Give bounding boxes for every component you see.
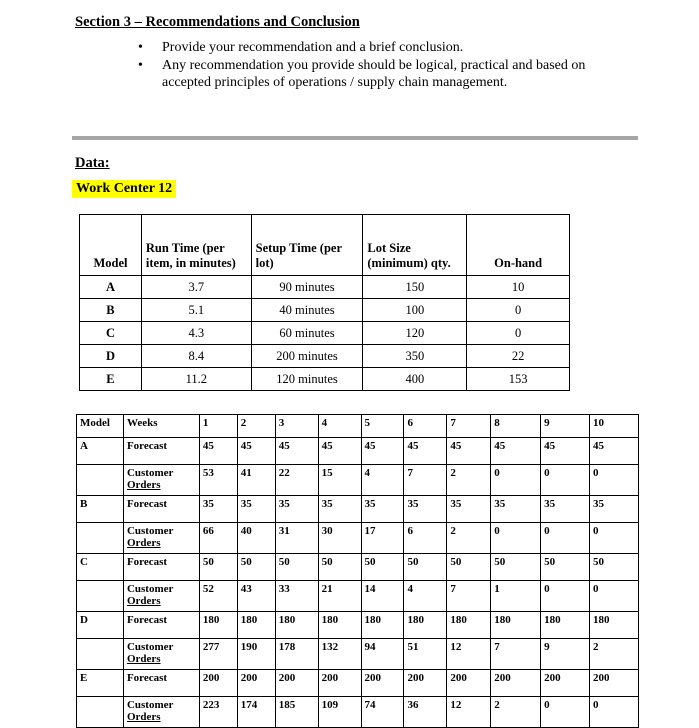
bullet-icon: • bbox=[138, 40, 143, 55]
table-cell: 100 bbox=[363, 299, 467, 322]
forecast-value: 200 bbox=[491, 670, 541, 697]
forecast-value: 45 bbox=[404, 438, 447, 465]
forecast-value: 180 bbox=[199, 612, 237, 639]
section-divider bbox=[72, 136, 638, 140]
order-value: 31 bbox=[275, 523, 318, 554]
order-value: 12 bbox=[447, 639, 491, 670]
order-value: 41 bbox=[237, 465, 275, 496]
order-value: 4 bbox=[361, 465, 404, 496]
week-number: 2 bbox=[237, 415, 275, 438]
forecast-value: 50 bbox=[199, 554, 237, 581]
table-header-row bbox=[80, 215, 570, 276]
forecast-value: 45 bbox=[275, 438, 318, 465]
forecast-value: 200 bbox=[318, 670, 361, 697]
forecast-value: 180 bbox=[275, 612, 318, 639]
instruction-list bbox=[138, 39, 608, 92]
row-label: Customer Orders bbox=[123, 523, 199, 554]
forecast-row bbox=[77, 612, 639, 639]
forecast-value: 200 bbox=[361, 670, 404, 697]
order-value: 2 bbox=[447, 465, 491, 496]
column-header: On-hand bbox=[467, 215, 570, 276]
forecast-value: 50 bbox=[275, 554, 318, 581]
forecast-value: 50 bbox=[590, 554, 639, 581]
row-label: Forecast bbox=[123, 496, 199, 523]
table-cell: 120 minutes bbox=[251, 368, 363, 391]
order-value: 0 bbox=[541, 581, 590, 612]
order-value: 178 bbox=[275, 639, 318, 670]
order-value: 94 bbox=[361, 639, 404, 670]
column-header: Run Time (per item, in minutes) bbox=[141, 215, 251, 276]
order-value: 0 bbox=[541, 523, 590, 554]
table-cell: 150 bbox=[363, 276, 467, 299]
table-cell: 350 bbox=[363, 345, 467, 368]
model-cell: B bbox=[77, 496, 124, 523]
order-value: 2 bbox=[590, 639, 639, 670]
order-value: 0 bbox=[491, 465, 541, 496]
forecast-value: 200 bbox=[590, 670, 639, 697]
forecast-value: 200 bbox=[541, 670, 590, 697]
order-value: 2 bbox=[491, 697, 541, 728]
row-label: Forecast bbox=[123, 438, 199, 465]
work-center-label: Work Center 12 bbox=[72, 180, 176, 198]
model-cell-empty bbox=[77, 465, 124, 496]
model-cell: C bbox=[80, 322, 142, 345]
table-cell: 4.3 bbox=[141, 322, 251, 345]
row-label: Forecast bbox=[123, 554, 199, 581]
table-cell: 0 bbox=[467, 299, 570, 322]
data-heading: Data: bbox=[75, 155, 110, 171]
order-value: 1 bbox=[491, 581, 541, 612]
order-value: 0 bbox=[541, 465, 590, 496]
table-cell: 8.4 bbox=[141, 345, 251, 368]
table-cell: 10 bbox=[467, 276, 570, 299]
forecast-value: 35 bbox=[275, 496, 318, 523]
order-value: 190 bbox=[237, 639, 275, 670]
forecast-value: 35 bbox=[541, 496, 590, 523]
order-value: 277 bbox=[199, 639, 237, 670]
order-value: 53 bbox=[199, 465, 237, 496]
forecast-value: 35 bbox=[491, 496, 541, 523]
row-label: Forecast bbox=[123, 670, 199, 697]
model-cell: E bbox=[80, 368, 142, 391]
model-cell: A bbox=[80, 276, 142, 299]
order-value: 174 bbox=[237, 697, 275, 728]
order-value: 51 bbox=[404, 639, 447, 670]
order-value: 7 bbox=[447, 581, 491, 612]
forecast-value: 50 bbox=[318, 554, 361, 581]
week-number: 5 bbox=[361, 415, 404, 438]
forecast-value: 45 bbox=[447, 438, 491, 465]
forecast-value: 50 bbox=[361, 554, 404, 581]
model-cell: A bbox=[77, 438, 124, 465]
forecast-value: 180 bbox=[237, 612, 275, 639]
model-cell: B bbox=[80, 299, 142, 322]
column-header: Model bbox=[80, 215, 142, 276]
forecast-value: 200 bbox=[199, 670, 237, 697]
forecast-value: 200 bbox=[237, 670, 275, 697]
model-cell-empty bbox=[77, 639, 124, 670]
table-cell: 200 minutes bbox=[251, 345, 363, 368]
order-value: 4 bbox=[404, 581, 447, 612]
table-cell: 0 bbox=[467, 322, 570, 345]
instruction-item: • Any recommendation you provide should be logical, practical and based on accepted principles of operations / supply chain management. bbox=[138, 58, 586, 90]
week-number: 10 bbox=[590, 415, 639, 438]
order-value: 0 bbox=[590, 465, 639, 496]
forecast-value: 35 bbox=[447, 496, 491, 523]
forecast-value: 180 bbox=[318, 612, 361, 639]
forecast-value: 50 bbox=[447, 554, 491, 581]
week-number: 4 bbox=[318, 415, 361, 438]
table-row bbox=[80, 299, 570, 322]
column-header: Lot Size (minimum) qty. bbox=[363, 215, 467, 276]
forecast-value: 180 bbox=[404, 612, 447, 639]
demand-table bbox=[76, 414, 639, 728]
order-value: 0 bbox=[590, 697, 639, 728]
forecast-value: 180 bbox=[447, 612, 491, 639]
order-value: 43 bbox=[237, 581, 275, 612]
order-value: 21 bbox=[318, 581, 361, 612]
row-label: Customer Orders bbox=[123, 581, 199, 612]
weeks-header: Weeks bbox=[123, 415, 199, 438]
order-value: 7 bbox=[491, 639, 541, 670]
row-label: Customer Orders bbox=[123, 465, 199, 496]
model-cell: D bbox=[77, 612, 124, 639]
order-value: 74 bbox=[361, 697, 404, 728]
section-title: Section 3 – Recommendations and Conclusion bbox=[75, 14, 360, 30]
week-number: 8 bbox=[491, 415, 541, 438]
forecast-value: 45 bbox=[541, 438, 590, 465]
week-number: 6 bbox=[404, 415, 447, 438]
order-value: 0 bbox=[491, 523, 541, 554]
table-cell: 40 minutes bbox=[251, 299, 363, 322]
forecast-value: 35 bbox=[237, 496, 275, 523]
table-cell: 90 minutes bbox=[251, 276, 363, 299]
order-value: 2 bbox=[447, 523, 491, 554]
order-value: 109 bbox=[318, 697, 361, 728]
order-value: 66 bbox=[199, 523, 237, 554]
table-row bbox=[80, 276, 570, 299]
model-cell: C bbox=[77, 554, 124, 581]
order-value: 132 bbox=[318, 639, 361, 670]
order-value: 12 bbox=[447, 697, 491, 728]
column-header: Setup Time (per lot) bbox=[251, 215, 363, 276]
forecast-value: 180 bbox=[541, 612, 590, 639]
order-value: 40 bbox=[237, 523, 275, 554]
week-number: 3 bbox=[275, 415, 318, 438]
row-label: Customer Orders bbox=[123, 697, 199, 728]
order-value: 6 bbox=[404, 523, 447, 554]
order-value: 223 bbox=[199, 697, 237, 728]
customer-orders-row bbox=[77, 523, 639, 554]
model-cell-empty bbox=[77, 581, 124, 612]
forecast-value: 200 bbox=[447, 670, 491, 697]
order-value: 15 bbox=[318, 465, 361, 496]
model-cell-empty bbox=[77, 697, 124, 728]
forecast-value: 35 bbox=[404, 496, 447, 523]
model-cell: E bbox=[77, 670, 124, 697]
table-cell: 120 bbox=[363, 322, 467, 345]
customer-orders-row bbox=[77, 697, 639, 728]
table-cell: 400 bbox=[363, 368, 467, 391]
table-cell: 5.1 bbox=[141, 299, 251, 322]
order-value: 36 bbox=[404, 697, 447, 728]
forecast-value: 45 bbox=[199, 438, 237, 465]
forecast-value: 35 bbox=[361, 496, 404, 523]
forecast-value: 45 bbox=[590, 438, 639, 465]
table-cell: 60 minutes bbox=[251, 322, 363, 345]
table-cell: 3.7 bbox=[141, 276, 251, 299]
forecast-value: 35 bbox=[199, 496, 237, 523]
forecast-value: 200 bbox=[404, 670, 447, 697]
forecast-row bbox=[77, 496, 639, 523]
forecast-value: 35 bbox=[590, 496, 639, 523]
row-label: Forecast bbox=[123, 612, 199, 639]
customer-orders-row bbox=[77, 639, 639, 670]
order-value: 0 bbox=[541, 697, 590, 728]
forecast-row bbox=[77, 554, 639, 581]
forecast-value: 50 bbox=[541, 554, 590, 581]
forecast-value: 50 bbox=[237, 554, 275, 581]
forecast-row bbox=[77, 670, 639, 697]
order-value: 0 bbox=[590, 581, 639, 612]
customer-orders-row bbox=[77, 581, 639, 612]
forecast-value: 50 bbox=[404, 554, 447, 581]
model-cell-empty bbox=[77, 523, 124, 554]
forecast-value: 200 bbox=[275, 670, 318, 697]
work-center-table bbox=[79, 214, 570, 391]
bullet-icon: • bbox=[138, 58, 143, 73]
table-cell: 153 bbox=[467, 368, 570, 391]
table-row bbox=[80, 322, 570, 345]
table-row bbox=[80, 368, 570, 391]
forecast-value: 180 bbox=[491, 612, 541, 639]
week-number: 1 bbox=[199, 415, 237, 438]
row-label: Customer Orders bbox=[123, 639, 199, 670]
order-value: 22 bbox=[275, 465, 318, 496]
order-value: 9 bbox=[541, 639, 590, 670]
forecast-value: 35 bbox=[318, 496, 361, 523]
forecast-value: 45 bbox=[361, 438, 404, 465]
forecast-value: 50 bbox=[491, 554, 541, 581]
order-value: 52 bbox=[199, 581, 237, 612]
order-value: 17 bbox=[361, 523, 404, 554]
week-number: 7 bbox=[447, 415, 491, 438]
table-row bbox=[80, 345, 570, 368]
model-cell: D bbox=[80, 345, 142, 368]
forecast-value: 180 bbox=[361, 612, 404, 639]
weeks-header-row bbox=[77, 415, 639, 438]
week-number: 9 bbox=[541, 415, 590, 438]
customer-orders-row bbox=[77, 465, 639, 496]
forecast-value: 45 bbox=[318, 438, 361, 465]
order-value: 30 bbox=[318, 523, 361, 554]
order-value: 185 bbox=[275, 697, 318, 728]
forecast-value: 45 bbox=[491, 438, 541, 465]
order-value: 7 bbox=[404, 465, 447, 496]
order-value: 14 bbox=[361, 581, 404, 612]
forecast-value: 180 bbox=[590, 612, 639, 639]
model-header: Model bbox=[77, 415, 124, 438]
table-cell: 11.2 bbox=[141, 368, 251, 391]
order-value: 33 bbox=[275, 581, 318, 612]
instruction-item: • Provide your recommendation and a brief conclusion. bbox=[138, 40, 464, 55]
order-value: 0 bbox=[590, 523, 639, 554]
forecast-value: 45 bbox=[237, 438, 275, 465]
forecast-row bbox=[77, 438, 639, 465]
table-cell: 22 bbox=[467, 345, 570, 368]
